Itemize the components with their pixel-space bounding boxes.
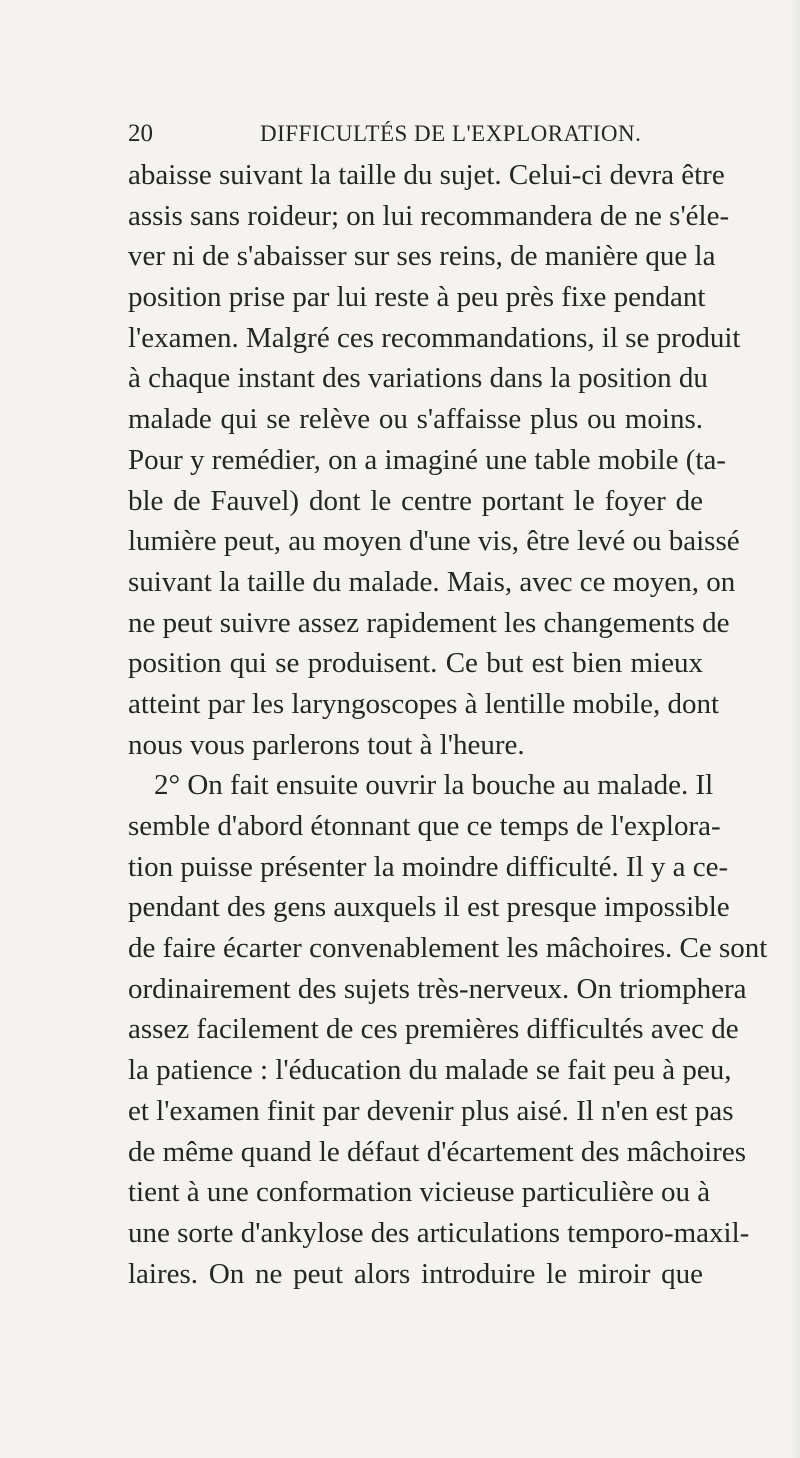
text-line: ne peut suivre assez rapidement les changements de xyxy=(128,606,730,639)
text-line: ver ni de s'abaisser sur ses reins, de manière que la xyxy=(128,240,716,273)
running-title: DIFFICULTÉS DE L'EXPLORATION. xyxy=(260,121,642,146)
text-line: position qui se produisent. Ce but est bien mieux xyxy=(128,647,703,680)
text-line: nous vous parlerons tout à l'heure. xyxy=(128,728,525,761)
running-head xyxy=(128,118,688,150)
text-line: assis sans roideur; on lui recommandera de ne s'éle- xyxy=(128,199,730,232)
text-line: lumière peut, au moyen d'une vis, être levé ou baissé xyxy=(128,525,740,558)
page-number: 20 xyxy=(128,120,153,147)
text-line: une sorte d'ankylose des articulations temporo-maxil- xyxy=(128,1216,750,1249)
text-line: et l'examen finit par devenir plus aisé. Il n'en est pas xyxy=(128,1094,734,1127)
text-line: pendant des gens auxquels il est presque impossible xyxy=(128,891,730,924)
text-line: de même quand le défaut d'écartement des mâchoires xyxy=(128,1135,746,1168)
page-edge-shadow xyxy=(790,0,800,1458)
text-line: abaisse suivant la taille du sujet. Celui-ci devra être xyxy=(128,159,725,191)
text-line: assez facilement de ces premières difficultés avec de xyxy=(128,1013,739,1046)
text-line: Pour y remédier, on a imaginé une table mobile (ta- xyxy=(128,443,726,476)
text-line: semble d'abord étonnant que ce temps de l'explora- xyxy=(128,810,721,842)
text-line: position prise par lui reste à peu près fixe pendant xyxy=(128,281,706,314)
text-line: tient à une conformation vicieuse particulière ou à xyxy=(128,1176,711,1209)
text-line: laires. On ne peut alors introduire le miroir que xyxy=(128,1257,703,1290)
text-line: tion puisse présenter la moindre difficulté. Il y a ce- xyxy=(128,850,729,883)
text-line: ble de Fauvel) dont le centre portant le foyer de xyxy=(128,484,703,517)
text-line: 2° On fait ensuite ouvrir la bouche au malade. Il xyxy=(154,769,714,802)
text-line: malade qui se relève ou s'affaisse plus ou moins. xyxy=(128,403,703,436)
text-line: l'examen. Malgré ces recommandations, il se produit xyxy=(128,321,741,354)
text-line: la patience : l'éducation du malade se fait peu à peu, xyxy=(128,1054,732,1087)
text-line: suivant la taille du malade. Mais, avec ce moyen, on xyxy=(128,565,736,598)
text-line: de faire écarter convenablement les mâchoires. Ce sont xyxy=(128,932,768,965)
text-line: ordinairement des sujets très-nerveux. On triomphera xyxy=(128,972,747,1005)
body-text xyxy=(128,155,768,1294)
text-line: atteint par les laryngoscopes à lentille mobile, dont xyxy=(128,687,720,720)
text-line: à chaque instant des variations dans la position du xyxy=(128,362,708,395)
